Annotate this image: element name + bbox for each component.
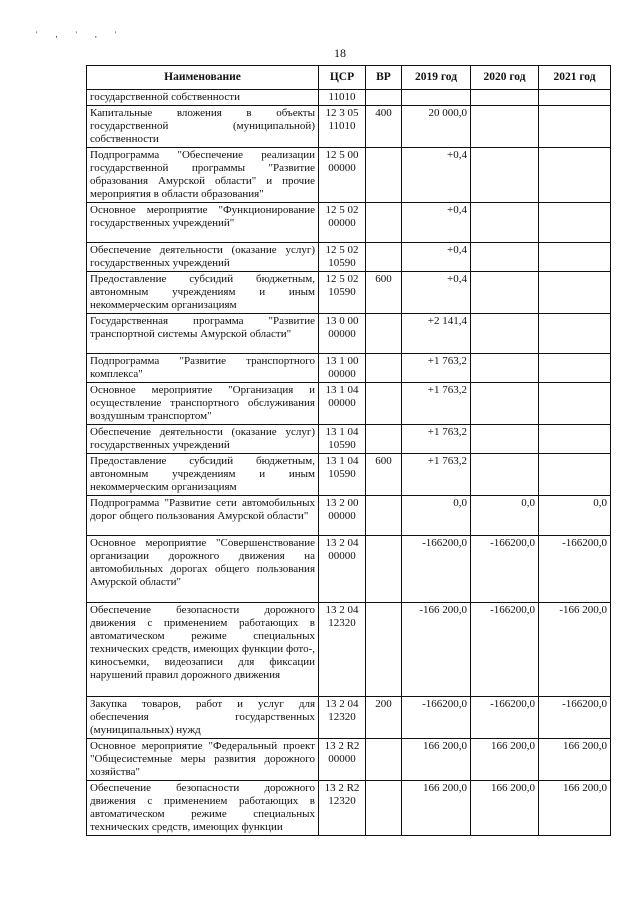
row-csr: 12 5 02 10590 — [319, 243, 366, 272]
row-vr: 600 — [366, 272, 402, 314]
row-csr: 13 2 04 12320 — [319, 697, 366, 739]
row-csr: 13 2 04 12320 — [319, 603, 366, 697]
page-number: 18 — [334, 46, 346, 60]
table-row — [87, 314, 611, 354]
row-2019: +1 763,2 — [402, 454, 471, 496]
row-2019 — [402, 90, 471, 106]
header-2019: 2019 год — [402, 66, 471, 90]
row-name: Подпрограмма "Развитие транспортного комплекса" — [87, 354, 319, 383]
header-vr: ВР — [366, 66, 402, 90]
row-2019: +0,4 — [402, 243, 471, 272]
table-row — [87, 354, 611, 383]
row-2020: 0,0 — [471, 496, 539, 536]
row-vr — [366, 314, 402, 354]
row-vr — [366, 536, 402, 603]
row-2019: -166200,0 — [402, 697, 471, 739]
row-2021 — [539, 272, 611, 314]
header-2021: 2021 год — [539, 66, 611, 90]
table-row — [87, 148, 611, 203]
row-name: Предоставление субсидий бюджетным, автономным учреждениям и иным некоммерческим организациям — [87, 272, 319, 314]
row-2021 — [539, 203, 611, 243]
row-name: Обеспечение безопасности дорожного движения с применением работающих в автоматическом режиме специальных технических средств, имеющих функции — [87, 781, 319, 836]
row-2019: +2 141,4 — [402, 314, 471, 354]
row-2020 — [471, 425, 539, 454]
row-2019: +0,4 — [402, 203, 471, 243]
table-row — [87, 454, 611, 496]
row-csr: 13 2 00 00000 — [319, 496, 366, 536]
row-2021 — [539, 425, 611, 454]
table-row — [87, 272, 611, 314]
row-csr: 13 2 R2 00000 — [319, 739, 366, 781]
row-name: Основное мероприятие "Организация и осуществление транспортного обслуживания воздушным транспортом" — [87, 383, 319, 425]
header-csr: ЦСР — [319, 66, 366, 90]
table-row — [87, 425, 611, 454]
row-csr: 13 0 00 00000 — [319, 314, 366, 354]
scan-specks: ' , ' , ' — [36, 30, 125, 39]
table-row — [87, 203, 611, 243]
row-2021 — [539, 314, 611, 354]
row-csr: 13 1 00 00000 — [319, 354, 366, 383]
row-2019: +1 763,2 — [402, 425, 471, 454]
row-2021 — [539, 383, 611, 425]
row-2020 — [471, 314, 539, 354]
row-name: Обеспечение деятельности (оказание услуг) государственных учреждений — [87, 243, 319, 272]
budget-table — [86, 65, 611, 836]
row-vr — [366, 203, 402, 243]
row-name: Основное мероприятие "Совершенствование организации дорожного движения на автомобильных дорогах общего пользования Амурской области" — [87, 536, 319, 603]
row-2021: 0,0 — [539, 496, 611, 536]
row-vr — [366, 781, 402, 836]
row-2021: -166 200,0 — [539, 603, 611, 697]
row-2019: +1 763,2 — [402, 383, 471, 425]
row-vr — [366, 739, 402, 781]
row-vr — [366, 603, 402, 697]
row-2020 — [471, 148, 539, 203]
row-name: Подпрограмма "Развитие сети автомобильных дорог общего пользования Амурской области" — [87, 496, 319, 536]
row-2020 — [471, 272, 539, 314]
row-name: Основное мероприятие "Федеральный проект "Общесистемные меры развития дорожного хозяйства" — [87, 739, 319, 781]
table-row — [87, 383, 611, 425]
row-csr: 12 5 00 00000 — [319, 148, 366, 203]
row-2021 — [539, 354, 611, 383]
table-row — [87, 106, 611, 148]
row-vr: 200 — [366, 697, 402, 739]
table-row — [87, 781, 611, 836]
row-vr — [366, 243, 402, 272]
row-2019: 20 000,0 — [402, 106, 471, 148]
row-2020 — [471, 243, 539, 272]
row-csr: 12 5 02 00000 — [319, 203, 366, 243]
row-csr: 12 5 02 10590 — [319, 272, 366, 314]
row-name: Предоставление субсидий бюджетным, автономным учреждениям и иным некоммерческим организациям — [87, 454, 319, 496]
row-2019: +0,4 — [402, 272, 471, 314]
row-name: Обеспечение безопасности дорожного движения с применением работающих в автоматическом режиме специальных технических средств, имеющих функции фото-, киносъемки, видеозаписи для фиксации нарушений правил дорожного движения — [87, 603, 319, 697]
row-2019: 166 200,0 — [402, 739, 471, 781]
row-2019: 166 200,0 — [402, 781, 471, 836]
row-vr: 600 — [366, 454, 402, 496]
row-name: государственной собственности — [87, 90, 319, 106]
table-row — [87, 243, 611, 272]
row-2021: -166200,0 — [539, 536, 611, 603]
row-2020 — [471, 454, 539, 496]
row-2021 — [539, 90, 611, 106]
row-2019: -166200,0 — [402, 536, 471, 603]
table-row — [87, 536, 611, 603]
row-name: Обеспечение деятельности (оказание услуг) государственных учреждений — [87, 425, 319, 454]
table-row — [87, 496, 611, 536]
row-2021 — [539, 243, 611, 272]
row-2020 — [471, 106, 539, 148]
row-2019: -166 200,0 — [402, 603, 471, 697]
row-2020 — [471, 383, 539, 425]
row-2021: 166 200,0 — [539, 739, 611, 781]
row-2020 — [471, 90, 539, 106]
row-vr — [366, 90, 402, 106]
row-2020: -166200,0 — [471, 603, 539, 697]
row-2020: 166 200,0 — [471, 781, 539, 836]
row-vr — [366, 425, 402, 454]
row-csr: 13 1 04 00000 — [319, 383, 366, 425]
row-csr: 13 1 04 10590 — [319, 425, 366, 454]
table-row — [87, 603, 611, 697]
row-2019: +0,4 — [402, 148, 471, 203]
header-2020: 2020 год — [471, 66, 539, 90]
row-name: Подпрограмма "Обеспечение реализации государственной программы "Развитие образования Амурской области" и прочие мероприятия в области образования" — [87, 148, 319, 203]
header-name: Наименование — [87, 66, 319, 90]
table-row — [87, 739, 611, 781]
row-csr: 13 2 R2 12320 — [319, 781, 366, 836]
row-csr: 13 2 04 00000 — [319, 536, 366, 603]
row-vr — [366, 148, 402, 203]
row-2020: -166200,0 — [471, 536, 539, 603]
row-2021: -166200,0 — [539, 697, 611, 739]
row-2020 — [471, 354, 539, 383]
row-2021: 166 200,0 — [539, 781, 611, 836]
row-2021 — [539, 148, 611, 203]
row-name: Основное мероприятие "Функционирование государственных учреждений" — [87, 203, 319, 243]
row-name: Капитальные вложения в объекты государственной (муниципальной) собственности — [87, 106, 319, 148]
row-csr: 12 3 05 11010 — [319, 106, 366, 148]
row-vr — [366, 354, 402, 383]
row-2019: 0,0 — [402, 496, 471, 536]
row-csr: 11010 — [319, 90, 366, 106]
row-vr — [366, 383, 402, 425]
header-row — [87, 66, 611, 90]
row-csr: 13 1 04 10590 — [319, 454, 366, 496]
row-name: Закупка товаров, работ и услуг для обеспечения государственных (муниципальных) нужд — [87, 697, 319, 739]
row-vr: 400 — [366, 106, 402, 148]
table-row — [87, 90, 611, 106]
row-2020 — [471, 203, 539, 243]
row-2020: 166 200,0 — [471, 739, 539, 781]
row-2021 — [539, 454, 611, 496]
row-2021 — [539, 106, 611, 148]
row-2019: +1 763,2 — [402, 354, 471, 383]
row-name: Государственная программа "Развитие транспортной системы Амурской области" — [87, 314, 319, 354]
table-row — [87, 697, 611, 739]
row-2020: -166200,0 — [471, 697, 539, 739]
row-vr — [366, 496, 402, 536]
